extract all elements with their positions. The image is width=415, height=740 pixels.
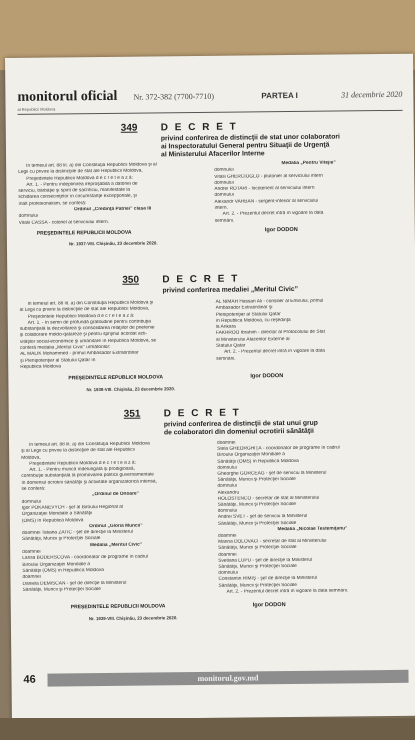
decree-350 (19, 272, 405, 406)
issue-date: 31 decembrie 2020 (341, 89, 403, 100)
decree-title: privind conferirea medaliei „Meritul Civic” (162, 285, 299, 295)
decree-heading: D E C R E T (163, 407, 241, 420)
decree-reference: Nr. 1937-VIII. Chişinău, 23 decembrie 2020. (68, 240, 158, 247)
page-header (17, 86, 402, 120)
decree-number: 351 (123, 408, 141, 420)
decree-number: 350 (122, 274, 140, 286)
decree-right-column: AL NIMAH Hassan Ali - consilier al Emirului, primul Ambasador Extraordinar şi Plenipotenţiar al Statului Qatar în Republica Moldova, cu reşedinţa la Ankara FAKHROO Ibrahim - director al Protocolului de Stat al Ministerului Afacerilor Externe al Statului Qatar Art. 2. - Prezentul decret intră în vigoare la data semnării. (215, 298, 325, 362)
page-footer (23, 666, 408, 692)
decree-heading: D E C R E T (160, 121, 238, 134)
section-label: PARTEA I (261, 90, 298, 101)
decree-title: privind conferirea de distincţii de stat unui grup de colaboratori din domeniul ocrotirii sănătăţii (163, 419, 318, 437)
publication-logo: monitorul oficial (17, 88, 118, 105)
decree-number: 349 (120, 122, 138, 134)
signer-role: PREŞEDINTELE REPUBLICII MOLDOVA (70, 603, 166, 611)
newspaper-page (5, 54, 415, 720)
signer-name: Igor DODON (264, 226, 298, 234)
decree-left-column: În temeiul art. 88 lit. a) din Constituţia Republicii Moldova şi al Legii cu privire la distincţiile de stat ale Republicii Moldova, Preşedintele Republicii Moldova d e c r e t e a z ă: Art. 1. - În semn de profundă gratitudine pentru contribuţia substanţială la dezvoltarea şi consolidarea relaţiilor de prietenie şi colaborare moldo-qatareze şi pentru sprijinul acordat acti- vităţilor social-economice şi umanitare în Republica Moldova, se conferă medalia „Meritul Civic” următorilor: AL MALIK Mohammed - primul Ambasador Extraordinar şi Plenipotenţiar al Statului Qatar în Republica Moldova (19, 300, 157, 370)
decree-right-column: doamnei Stela GHEORGHIŢĂ - coordonator de programe în cadrul Biroului Organizaţiei Mondiale a Sănătăţii (OMS) în Republica Moldova domnului Gheorghe GORCEAG - şef de serviciu la Ministerul Sănătăţii, Muncii şi Protecţiei Sociale domnului Alexandru HOLOSTENCO - secretar de stat al Ministerului Sănătăţii, Muncii şi Protecţiei Sociale domnului Andrei SVET - şef de serviciu la Ministerul Sănătăţii, Muncii şi Protecţiei Sociale Medalia „Nicolae Testemiţanu” doamnei Marina DOLOVACI - secretar de stat al Ministerului Sănătăţii, Muncii şi Protecţiei Sociale doamnei Svetlana LUPU - şef de direcţie la Ministerul Sănătăţii, Muncii şi Protecţiei Sociale domnului Constantin RIMIŞ - şef de direcţie la Ministerul Sănătăţii, Muncii şi Protecţiei Sociale Art. 2. - Prezentul decret intră în vigoare la data semnării. (217, 440, 349, 595)
footer-url: monitorul.gov.md (197, 673, 259, 684)
publication-sublogo: al Republicii Moldova (17, 106, 56, 112)
background-bottom (0, 718, 415, 740)
issue-number: Nr. 372-382 (7700-7710) (133, 91, 215, 102)
signer-role: PREŞEDINTELE REPUBLICII MOLDOVA (68, 374, 164, 382)
decree-title: privind conferirea de distincţii de stat unor colaboratori ai Inspectoratului General pentru Situaţii de Urgenţă al Ministerului Afacerilor Interne (160, 133, 340, 159)
decree-351 (21, 406, 409, 665)
page-number: 46 (23, 673, 36, 686)
decree-heading: D E C R E T (162, 273, 240, 286)
decree-left-column: În temeiul art. 88 lit. a) din Constituţia Republicii Moldova şi al Legii cu privire la distincţiile de stat ale Republicii Moldova, Preşedintele Republicii Moldova d e c r e t e a z ă: Art. 1. - Pentru îndeplinirea ireproşabilă a datoriei de serviciu, bărbăţie şi spirit de sacrificiu, manifestate la lichidarea consecinţelor în circumstanţe excepţionale, şi înalt profesionalism, se conferă: Ordinul „Credinţă Patriei” clasa III domnului Vitalii CASSA - colonel al serviciului intern. (18, 162, 157, 226)
decree-reference: Nr. 1939-VIII. Chişinău, 23 decembrie 2020. (88, 615, 178, 622)
signer-name: Igor DODON (250, 373, 284, 380)
decree-left-column: În temeiul art. 88 lit. a) din Constituţia Republicii Moldova şi al Legii cu privire la distincţiile de stat ale Republicii Moldova, Preşedintele Republicii Moldova d e c r e t e a z ă: Art. 1. - Pentru muncă îndelungată şi prodigioasă, contribuţie substanţială la promovarea politicii guvernamentale în domeniul ocrotirii sănătăţii şi activitate organizatorică intensă, se conferă: „Ordinul de Onoare” domnului Igor POKANEVYCH - şef al Biroului Regional al Organizaţiei Mondiale a Sănătăţii (OMS) în Republica Moldova Ordinul „Gloria Muncii” doamnei Tatiana ZATIC - şef de direcţie la Ministerul Sănătăţii, Muncii şi Protecţiei Sociale Medalia „Meritul Civic” doamnei Larisa BODERSCOVA - coordonator de programe în cadrul Biroului Organizaţiei Mondiale a Sănătăţii (OMS) în Republica Moldova doamnei Daniela DEMISCAN - şef de direcţie la Ministerul Sănătăţii, Muncii şi Protecţiei Sociale (21, 441, 157, 593)
decree-right-column: Medalia „Pentru Vitejie” domnului Vitalii GHERCIOGLO - plutonier al serviciului intern domnului Andrei ROTARI - locotenent al serviciului intern domnului Alexandr VARBAN - sergent-inferior al serviciului intern. Art. 2. - Prezentul decret intră în vigoare la data semnării. (214, 160, 336, 224)
signer-role: PREŞEDINTELE REPUBLICII MOLDOVA (36, 229, 132, 237)
decree-reference: Nr. 1938-VIII. Chişinău, 23 decembrie 2020. (86, 386, 176, 393)
footer-bar (47, 670, 408, 687)
signer-name: Igor DODON (252, 602, 286, 609)
